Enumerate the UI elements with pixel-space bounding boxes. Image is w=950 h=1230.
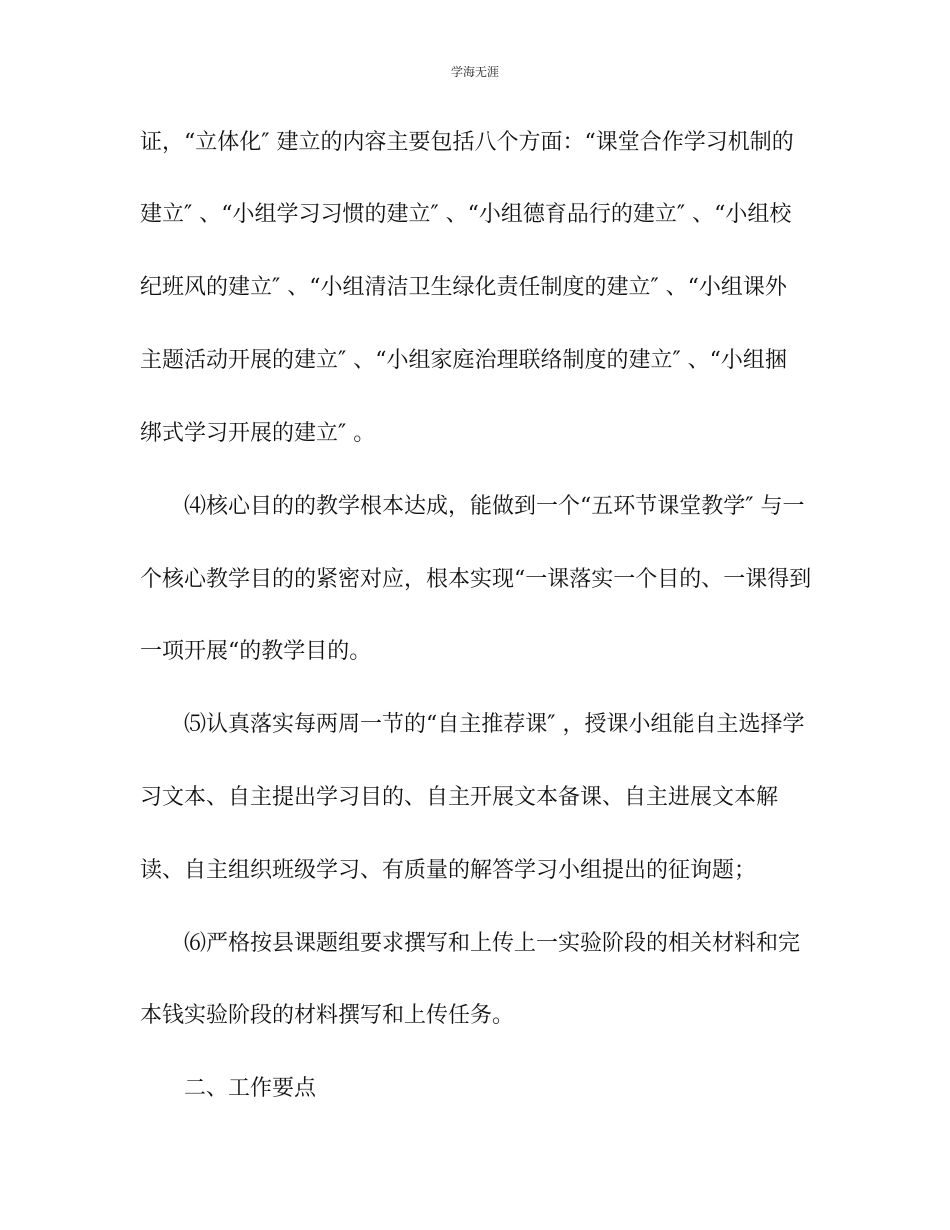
body-line-4: 主题活动开展的建立″ 、“小组家庭治理联络制度的建立″ 、“小组捆 <box>140 348 787 373</box>
body-line-2: 建立″ 、“小组学习习惯的建立″ 、“小组德育品行的建立″ 、“小组校 <box>140 202 792 227</box>
body-line-3: 纪班风的建立″ 、“小组清洁卫生绿化责任制度的建立″ 、“小组课外 <box>140 275 787 300</box>
body-line-10: 习文本、自主提出学习目的、自主开展文本备课、自主进展文本解 <box>140 785 779 810</box>
body-line-1: 证，“立体化″ 建立的内容主要包括八个方面：“课堂合作学习机制的 <box>140 130 794 155</box>
body-line-13: 本钱实验阶段的材料撰写和上传任务。 <box>140 1003 515 1028</box>
body-line-12: ⑹严格按县课题组要求撰写和上传上一实验阶段的相关材料和完 <box>184 931 801 956</box>
body-line-11: 读、自主组织班级学习、有质量的解答学习小组提出的征询题； <box>140 858 757 883</box>
body-line-6: ⑷核心目的的教学根本达成，能做到一个“五环节课堂教学″ 与一 <box>184 494 805 519</box>
body-line-9: ⑸认真落实每两周一节的“自主推荐课″ ，授课小组能自主选择学 <box>184 712 805 737</box>
body-line-7: 个核心教学目的的紧密对应，根本实现“一课落实一个目的、一课得到 <box>140 567 812 592</box>
body-line-5: 绑式学习开展的建立″ 。 <box>140 421 376 446</box>
page-header: 学海无涯 <box>450 65 499 79</box>
body-line-8: 一项开展“的教学目的。 <box>140 639 372 664</box>
section-heading: 二、工作要点 <box>184 1076 317 1101</box>
